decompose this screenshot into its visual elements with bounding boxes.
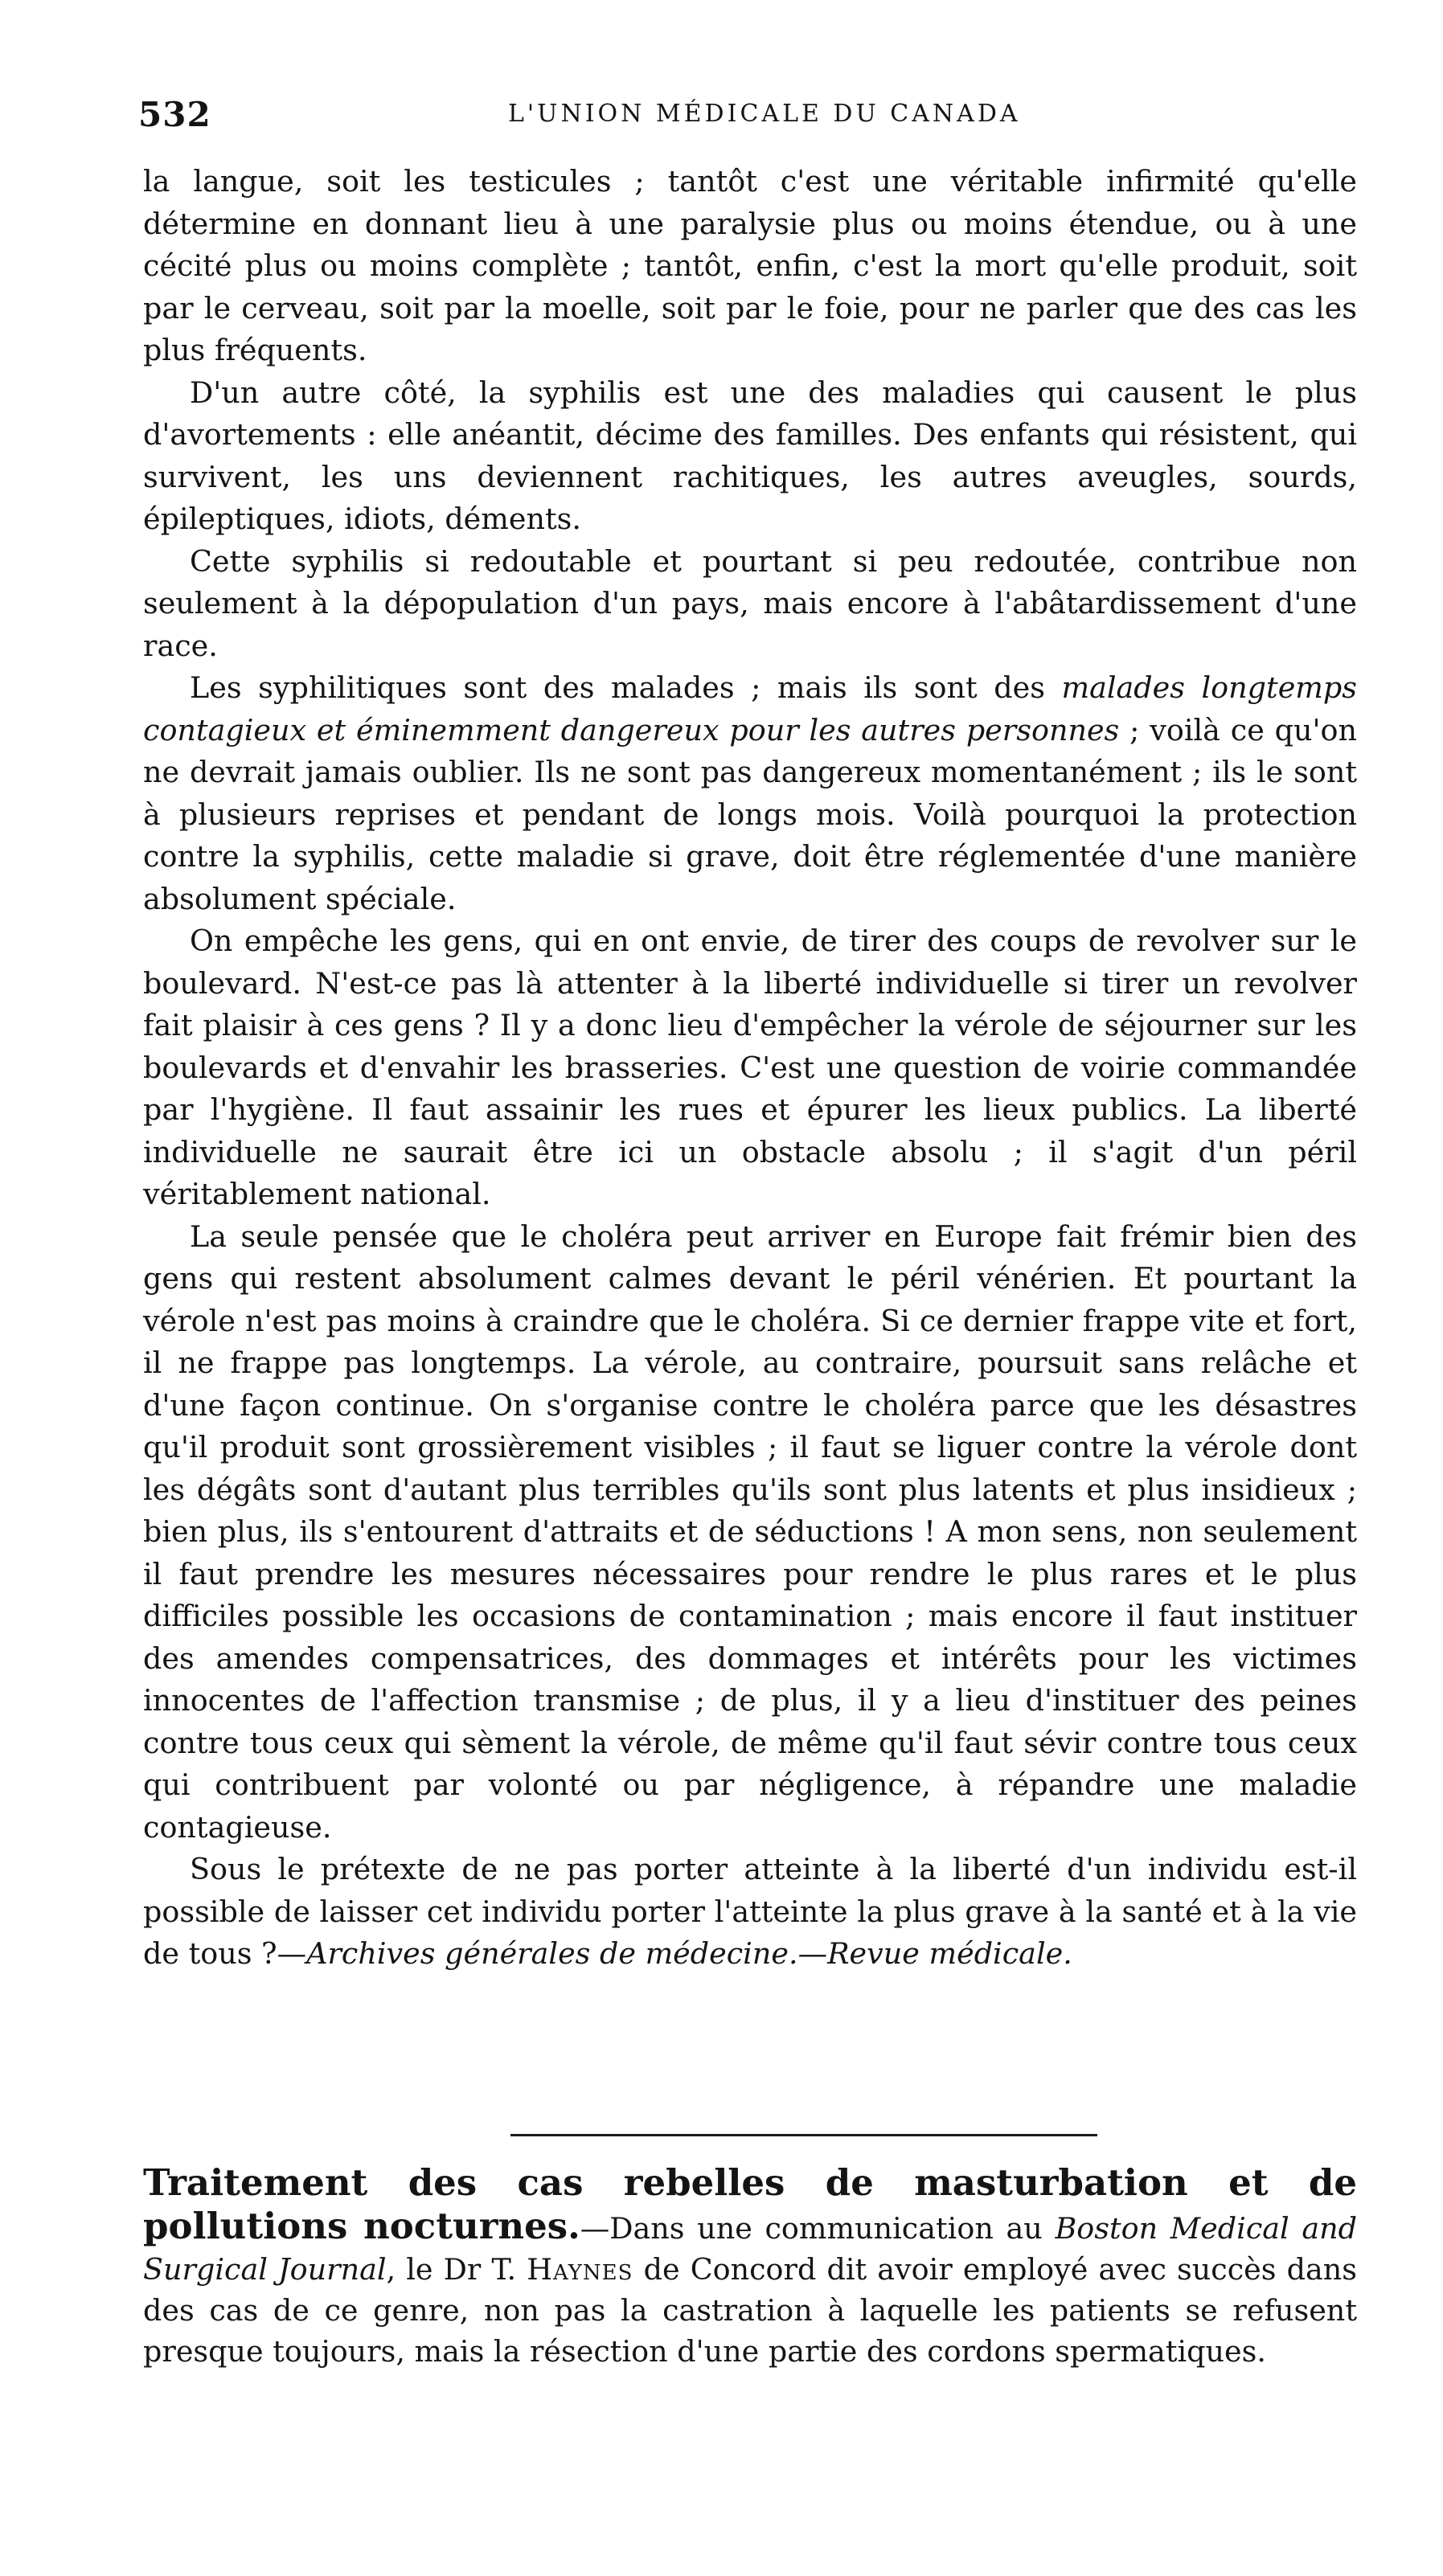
section-author: Haynes: [527, 2252, 633, 2287]
section-tail: de Concord dit avoir employé avec succès dans des cas de ce genre, non pas la castration à laquelle les patients se refusent presque toujours, mais la résection d'une partie des cordons spermatiques.: [143, 2252, 1357, 2369]
section-mid: , le Dr T.: [386, 2252, 527, 2287]
paragraph-1: la langue, soit les testicules ; tantôt c'est une véritable infirmité qu'elle détermine en donnant lieu à une paralysie plus ou moins étendue, ou à une cécité plus ou moins complète ; tantôt, enfin, c'est la mort qu'elle produit, soit par le cerveau, soit par la moelle, soit par le foie, pour ne parler que des cas les plus fréquents.: [143, 164, 1357, 367]
paragraph-4: [143, 667, 1357, 920]
article-body: [143, 161, 1357, 1976]
section-article: [143, 2162, 1357, 2372]
paragraph-2: D'un autre côté, la syphilis est une des maladies qui causent le plus d'avortements : elle anéantit, décime des familles. Des enfants qui résistent, qui survivent, les uns deviennent rachitiques, les autres aveugles, sourds, épileptiques, idiots, déments.: [143, 375, 1357, 536]
paragraph-4-tail: ; voilà ce qu'on ne devrait jamais oublier. Ils ne sont pas dangereux momentanément ; ils le sont à plusieurs reprises et pendant de longs mois. Voilà pourquoi la protection contre la syphilis, cette maladie si grave, doit être réglementée d'une manière absolument spéciale.: [143, 712, 1357, 916]
paragraph-6: La seule pensée que le choléra peut arriver en Europe fait frémir bien des gens qui restent absolument calmes devant le péril vénérien. Et pourtant la vérole n'est pas moins à craindre que le choléra. Si ce dernier frappe vite et fort, il ne frappe pas longtemps. La vérole, au contraire, poursuit sans relâche et d'une façon continue. On s'organise contre le choléra parce que les désastres qu'il produit sont grossièrement visibles ; il faut se liguer contre la vérole dont les dégâts sont d'autant plus terribles qu'ils sont plus latents et plus insidieux ; bien plus, ils s'entourent d'attraits et de séductions ! A mon sens, non seulement il faut prendre les mesures nécessaires pour rendre le plus rares et le plus difficiles possible les occasions de contamination ; mais encore il faut instituer des amendes compensatrices, des dommages et intérêts pour les victimes innocentes de l'affection transmise ; de plus, il y a lieu d'instituer des peines contre tous ceux qui sèment la vérole, de même qu'il faut sévir contre tous ceux qui contribuent par volonté ou par négligence, à répandre une maladie contagieuse.: [143, 1218, 1357, 1845]
paragraph-5: On empêche les gens, qui en ont envie, de tirer des coups de revolver sur le boulevard. N'est-ce pas là attenter à la liberté individuelle si tirer un revolver fait plaisir à ces gens ? Il y a donc lieu d'empêcher la vérole de séjourner sur les boulevards et d'envahir les brasseries. C'est une question de voirie commandée par l'hygiène. Il faut assainir les rues et épurer les lieux publics. La liberté individuelle ne saurait être ici un obstacle absolu ; il s'agit d'un péril véritablement national.: [143, 924, 1357, 1211]
paragraph-7-lead: Sous le prétexte de ne pas porter atteinte à la liberté d'un individu est-il possible de laisser cet individu porter l'atteinte la plus grave à la santé et à la vie de tous ?—: [143, 1852, 1357, 1971]
page-header: [138, 95, 1368, 143]
section-lead: —Dans une communication au: [580, 2211, 1056, 2246]
section-title: Traitement des cas rebelles de masturbation et de pollutions nocturnes.: [143, 2161, 1357, 2247]
section-journal: Boston Medical and Surgical Journal: [143, 2211, 1357, 2287]
running-head: L'UNION MÉDICALE DU CANADA: [508, 100, 1021, 128]
page-number: 532: [138, 95, 211, 134]
paragraph-7: [143, 1849, 1357, 1976]
paragraph-4-lead: Les syphilitiques sont des malades ; mais ils sont des: [190, 670, 1062, 705]
paragraph-7-source: Archives générales de médecine.—Revue médicale.: [306, 1936, 1072, 1971]
section-divider: [510, 2134, 1097, 2136]
paragraph-3: Cette syphilis si redoutable et pourtant si peu redoutée, contribue non seulement à la dépopulation d'un pays, mais encore à l'abâtardissement d'une race.: [143, 543, 1357, 663]
paragraph-4-emphasis: malades longtemps contagieux et éminemment dangereux pour les autres personnes: [143, 670, 1357, 747]
